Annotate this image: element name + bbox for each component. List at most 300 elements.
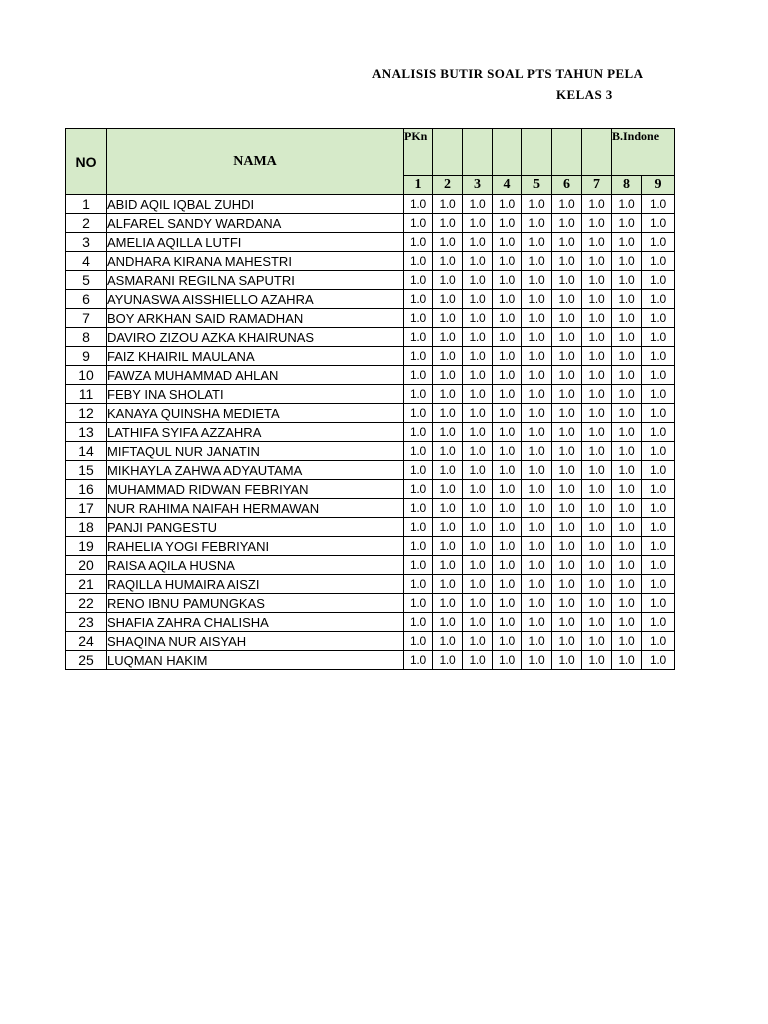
- score-cell: 1.0: [433, 271, 463, 290]
- score-cell: 1.0: [582, 651, 612, 670]
- score-cell: 1.0: [433, 537, 463, 556]
- score-cell: 1.0: [612, 404, 642, 423]
- score-cell: 1.0: [612, 575, 642, 594]
- score-cell: 1.0: [433, 423, 463, 442]
- score-cell: 1.0: [642, 537, 675, 556]
- score-cell: 1.0: [612, 651, 642, 670]
- table-row: [66, 480, 675, 499]
- score-cell: 1.0: [642, 366, 675, 385]
- student-number: 4: [66, 252, 107, 271]
- score-cell: 1.0: [582, 480, 612, 499]
- score-cell: 1.0: [404, 271, 433, 290]
- question-number-header: 3: [463, 176, 493, 195]
- student-number: 1: [66, 195, 107, 214]
- score-cell: 1.0: [642, 404, 675, 423]
- score-cell: 1.0: [552, 613, 582, 632]
- student-number: 6: [66, 290, 107, 309]
- score-cell: 1.0: [404, 480, 433, 499]
- student-name: RAHELIA YOGI FEBRIYANI: [107, 537, 404, 556]
- score-cell: 1.0: [582, 632, 612, 651]
- score-cell: 1.0: [612, 518, 642, 537]
- score-cell: 1.0: [522, 214, 552, 233]
- question-number-header: 6: [552, 176, 582, 195]
- score-cell: 1.0: [582, 366, 612, 385]
- subject-label-bindonesia: B.Indone: [612, 129, 660, 143]
- table-row: [66, 613, 675, 632]
- score-cell: 1.0: [612, 195, 642, 214]
- student-number: 20: [66, 556, 107, 575]
- student-number: 13: [66, 423, 107, 442]
- score-cell: 1.0: [404, 233, 433, 252]
- student-name: SHAQINA NUR AISYAH: [107, 632, 404, 651]
- score-cell: 1.0: [404, 518, 433, 537]
- score-cell: 1.0: [642, 556, 675, 575]
- score-cell: 1.0: [433, 499, 463, 518]
- score-cell: 1.0: [463, 214, 493, 233]
- score-cell: 1.0: [493, 556, 522, 575]
- score-cell: 1.0: [463, 461, 493, 480]
- student-number: 19: [66, 537, 107, 556]
- student-name: AMELIA AQILLA LUTFI: [107, 233, 404, 252]
- score-cell: 1.0: [522, 632, 552, 651]
- score-cell: 1.0: [612, 423, 642, 442]
- student-number: 22: [66, 594, 107, 613]
- score-cell: 1.0: [463, 556, 493, 575]
- subject-header-blank: [463, 129, 493, 176]
- score-cell: 1.0: [404, 328, 433, 347]
- student-number: 14: [66, 442, 107, 461]
- score-cell: 1.0: [552, 461, 582, 480]
- score-cell: 1.0: [552, 499, 582, 518]
- student-number: 11: [66, 385, 107, 404]
- score-cell: 1.0: [404, 214, 433, 233]
- score-cell: 1.0: [612, 385, 642, 404]
- score-cell: 1.0: [404, 651, 433, 670]
- score-cell: 1.0: [433, 575, 463, 594]
- score-cell: 1.0: [582, 233, 612, 252]
- score-cell: 1.0: [582, 214, 612, 233]
- score-cell: 1.0: [552, 214, 582, 233]
- score-cell: 1.0: [552, 252, 582, 271]
- score-cell: 1.0: [493, 347, 522, 366]
- score-cell: 1.0: [433, 366, 463, 385]
- score-cell: 1.0: [493, 252, 522, 271]
- subject-header-blank: [582, 129, 612, 176]
- score-cell: 1.0: [642, 594, 675, 613]
- score-cell: 1.0: [612, 594, 642, 613]
- table-row: [66, 233, 675, 252]
- table-row: [66, 651, 675, 670]
- score-cell: 1.0: [433, 480, 463, 499]
- score-cell: 1.0: [552, 651, 582, 670]
- score-cell: 1.0: [493, 594, 522, 613]
- score-cell: 1.0: [493, 518, 522, 537]
- score-cell: 1.0: [463, 442, 493, 461]
- score-cell: 1.0: [522, 423, 552, 442]
- score-cell: 1.0: [612, 309, 642, 328]
- score-cell: 1.0: [642, 442, 675, 461]
- score-cell: 1.0: [552, 271, 582, 290]
- score-cell: 1.0: [433, 461, 463, 480]
- student-number: 2: [66, 214, 107, 233]
- score-cell: 1.0: [493, 290, 522, 309]
- student-number: 18: [66, 518, 107, 537]
- score-cell: 1.0: [612, 461, 642, 480]
- score-cell: 1.0: [463, 651, 493, 670]
- score-cell: 1.0: [552, 233, 582, 252]
- score-cell: 1.0: [433, 309, 463, 328]
- table-row: [66, 404, 675, 423]
- score-cell: 1.0: [612, 347, 642, 366]
- subject-header-blank: [493, 129, 522, 176]
- table-row: [66, 309, 675, 328]
- score-cell: 1.0: [522, 537, 552, 556]
- score-cell: 1.0: [522, 233, 552, 252]
- score-cell: 1.0: [404, 404, 433, 423]
- score-cell: 1.0: [404, 613, 433, 632]
- score-cell: 1.0: [463, 423, 493, 442]
- student-rows: [66, 195, 675, 670]
- table-row: [66, 366, 675, 385]
- score-cell: 1.0: [522, 271, 552, 290]
- score-cell: 1.0: [522, 328, 552, 347]
- table-row: [66, 632, 675, 651]
- score-cell: 1.0: [522, 366, 552, 385]
- score-cell: 1.0: [493, 442, 522, 461]
- score-cell: 1.0: [612, 480, 642, 499]
- student-name: LATHIFA SYIFA AZZAHRA: [107, 423, 404, 442]
- score-cell: 1.0: [522, 518, 552, 537]
- score-cell: 1.0: [552, 195, 582, 214]
- score-cell: 1.0: [582, 518, 612, 537]
- score-cell: 1.0: [582, 252, 612, 271]
- table-row: [66, 252, 675, 271]
- question-number-header: 2: [433, 176, 463, 195]
- score-cell: 1.0: [582, 556, 612, 575]
- header-row-subjects: [66, 129, 675, 176]
- score-cell: 1.0: [404, 290, 433, 309]
- score-cell: 1.0: [522, 442, 552, 461]
- score-cell: 1.0: [552, 290, 582, 309]
- score-cell: 1.0: [582, 499, 612, 518]
- score-cell: 1.0: [522, 594, 552, 613]
- table-row: [66, 385, 675, 404]
- score-cell: 1.0: [404, 252, 433, 271]
- score-cell: 1.0: [552, 575, 582, 594]
- score-cell: 1.0: [463, 195, 493, 214]
- score-cell: 1.0: [642, 347, 675, 366]
- score-cell: 1.0: [463, 518, 493, 537]
- score-cell: 1.0: [642, 632, 675, 651]
- score-cell: 1.0: [582, 575, 612, 594]
- score-cell: 1.0: [463, 328, 493, 347]
- score-cell: 1.0: [582, 195, 612, 214]
- score-cell: 1.0: [404, 575, 433, 594]
- score-cell: 1.0: [552, 537, 582, 556]
- score-cell: 1.0: [582, 423, 612, 442]
- score-cell: 1.0: [463, 575, 493, 594]
- score-cell: 1.0: [463, 480, 493, 499]
- student-name: FEBY INA SHOLATI: [107, 385, 404, 404]
- score-cell: 1.0: [433, 632, 463, 651]
- score-cell: 1.0: [522, 404, 552, 423]
- score-cell: 1.0: [463, 404, 493, 423]
- score-cell: 1.0: [642, 499, 675, 518]
- table-row: [66, 537, 675, 556]
- score-cell: 1.0: [463, 594, 493, 613]
- score-cell: 1.0: [612, 233, 642, 252]
- score-cell: 1.0: [522, 385, 552, 404]
- score-cell: 1.0: [433, 233, 463, 252]
- question-number-header: 7: [582, 176, 612, 195]
- score-cell: 1.0: [433, 290, 463, 309]
- table-row: [66, 347, 675, 366]
- student-name: ABID AQIL IQBAL ZUHDI: [107, 195, 404, 214]
- score-cell: 1.0: [404, 195, 433, 214]
- score-cell: 1.0: [582, 461, 612, 480]
- student-name: MUHAMMAD RIDWAN FEBRIYAN: [107, 480, 404, 499]
- score-cell: 1.0: [612, 632, 642, 651]
- student-name: ANDHARA KIRANA MAHESTRI: [107, 252, 404, 271]
- score-cell: 1.0: [433, 195, 463, 214]
- score-cell: 1.0: [642, 271, 675, 290]
- student-name: LUQMAN HAKIM: [107, 651, 404, 670]
- score-cell: 1.0: [552, 404, 582, 423]
- score-cell: 1.0: [522, 309, 552, 328]
- score-cell: 1.0: [493, 214, 522, 233]
- student-number: 23: [66, 613, 107, 632]
- score-cell: 1.0: [522, 290, 552, 309]
- score-cell: 1.0: [582, 442, 612, 461]
- score-cell: 1.0: [493, 613, 522, 632]
- score-cell: 1.0: [612, 537, 642, 556]
- score-cell: 1.0: [582, 271, 612, 290]
- table-row: [66, 195, 675, 214]
- score-cell: 1.0: [433, 594, 463, 613]
- score-cell: 1.0: [552, 556, 582, 575]
- student-name: MIKHAYLA ZAHWA ADYAUTAMA: [107, 461, 404, 480]
- score-cell: 1.0: [404, 632, 433, 651]
- score-cell: 1.0: [642, 214, 675, 233]
- student-number: 24: [66, 632, 107, 651]
- score-cell: 1.0: [642, 518, 675, 537]
- score-cell: 1.0: [522, 461, 552, 480]
- score-cell: 1.0: [493, 461, 522, 480]
- score-cell: 1.0: [522, 347, 552, 366]
- score-cell: 1.0: [463, 537, 493, 556]
- score-cell: 1.0: [404, 385, 433, 404]
- score-cell: 1.0: [493, 632, 522, 651]
- student-number: 15: [66, 461, 107, 480]
- score-cell: 1.0: [612, 499, 642, 518]
- student-name: MIFTAQUL NUR JANATIN: [107, 442, 404, 461]
- question-number-header: 8: [612, 176, 642, 195]
- subject-header-blank: [522, 129, 552, 176]
- score-cell: 1.0: [582, 328, 612, 347]
- score-cell: 1.0: [522, 480, 552, 499]
- score-cell: 1.0: [582, 594, 612, 613]
- score-cell: 1.0: [493, 404, 522, 423]
- score-cell: 1.0: [642, 233, 675, 252]
- student-name: RENO IBNU PAMUNGKAS: [107, 594, 404, 613]
- student-number: 9: [66, 347, 107, 366]
- score-cell: 1.0: [522, 651, 552, 670]
- document-subtitle: KELAS 3: [556, 87, 613, 102]
- score-cell: 1.0: [582, 290, 612, 309]
- score-cell: 1.0: [522, 556, 552, 575]
- score-cell: 1.0: [463, 499, 493, 518]
- student-number: 8: [66, 328, 107, 347]
- student-number: 16: [66, 480, 107, 499]
- score-cell: 1.0: [552, 347, 582, 366]
- score-cell: 1.0: [404, 423, 433, 442]
- score-cell: 1.0: [552, 594, 582, 613]
- score-cell: 1.0: [433, 651, 463, 670]
- analysis-table: [65, 128, 675, 670]
- score-cell: 1.0: [522, 252, 552, 271]
- score-cell: 1.0: [582, 347, 612, 366]
- score-cell: 1.0: [552, 632, 582, 651]
- subject-header-blank: [433, 129, 463, 176]
- score-cell: 1.0: [582, 309, 612, 328]
- score-cell: 1.0: [493, 480, 522, 499]
- score-cell: 1.0: [493, 366, 522, 385]
- score-cell: 1.0: [433, 442, 463, 461]
- score-cell: 1.0: [404, 461, 433, 480]
- score-cell: 1.0: [552, 518, 582, 537]
- no-column-header: NO: [66, 129, 107, 195]
- table-row: [66, 594, 675, 613]
- score-cell: 1.0: [642, 613, 675, 632]
- score-cell: 1.0: [552, 480, 582, 499]
- score-cell: 1.0: [463, 347, 493, 366]
- score-cell: 1.0: [642, 423, 675, 442]
- score-cell: 1.0: [612, 214, 642, 233]
- score-cell: 1.0: [642, 290, 675, 309]
- score-cell: 1.0: [612, 328, 642, 347]
- document-title: ANALISIS BUTIR SOAL PTS TAHUN PELA: [372, 66, 644, 81]
- score-cell: 1.0: [404, 366, 433, 385]
- score-cell: 1.0: [552, 385, 582, 404]
- score-cell: 1.0: [433, 385, 463, 404]
- score-cell: 1.0: [642, 385, 675, 404]
- score-cell: 1.0: [463, 290, 493, 309]
- score-cell: 1.0: [522, 575, 552, 594]
- student-name: FAWZA MUHAMMAD AHLAN: [107, 366, 404, 385]
- score-cell: 1.0: [463, 385, 493, 404]
- score-cell: 1.0: [582, 613, 612, 632]
- score-cell: 1.0: [642, 195, 675, 214]
- student-name: SHAFIA ZAHRA CHALISHA: [107, 613, 404, 632]
- score-cell: 1.0: [493, 499, 522, 518]
- score-cell: 1.0: [493, 233, 522, 252]
- student-name: FAIZ KHAIRIL MAULANA: [107, 347, 404, 366]
- score-cell: 1.0: [433, 328, 463, 347]
- subject-header-bindonesia: [612, 129, 675, 176]
- student-number: 3: [66, 233, 107, 252]
- student-number: 7: [66, 309, 107, 328]
- score-cell: 1.0: [522, 195, 552, 214]
- score-cell: 1.0: [612, 556, 642, 575]
- table-row: [66, 575, 675, 594]
- score-cell: 1.0: [612, 290, 642, 309]
- table-row: [66, 556, 675, 575]
- score-cell: 1.0: [642, 252, 675, 271]
- score-cell: 1.0: [642, 575, 675, 594]
- score-cell: 1.0: [404, 499, 433, 518]
- score-cell: 1.0: [463, 233, 493, 252]
- student-number: 12: [66, 404, 107, 423]
- table-row: [66, 423, 675, 442]
- score-cell: 1.0: [404, 442, 433, 461]
- score-cell: 1.0: [582, 537, 612, 556]
- score-cell: 1.0: [612, 252, 642, 271]
- score-cell: 1.0: [552, 442, 582, 461]
- student-name: NUR RAHIMA NAIFAH HERMAWAN: [107, 499, 404, 518]
- table-row: [66, 271, 675, 290]
- question-number-header: 4: [493, 176, 522, 195]
- student-name: RAQILLA HUMAIRA AISZI: [107, 575, 404, 594]
- student-number: 10: [66, 366, 107, 385]
- score-cell: 1.0: [642, 651, 675, 670]
- score-cell: 1.0: [463, 271, 493, 290]
- score-cell: 1.0: [612, 366, 642, 385]
- table-row: [66, 290, 675, 309]
- score-cell: 1.0: [493, 328, 522, 347]
- score-cell: 1.0: [433, 347, 463, 366]
- table-row: [66, 328, 675, 347]
- student-name: ALFAREL SANDY WARDANA: [107, 214, 404, 233]
- subject-header-pkn: [404, 129, 433, 176]
- score-cell: 1.0: [522, 499, 552, 518]
- score-cell: 1.0: [642, 309, 675, 328]
- subject-header-blank: [552, 129, 582, 176]
- score-cell: 1.0: [404, 537, 433, 556]
- table-row: [66, 499, 675, 518]
- score-cell: 1.0: [612, 613, 642, 632]
- score-cell: 1.0: [552, 328, 582, 347]
- table-row: [66, 518, 675, 537]
- score-cell: 1.0: [642, 328, 675, 347]
- score-cell: 1.0: [404, 556, 433, 575]
- score-cell: 1.0: [493, 423, 522, 442]
- score-cell: 1.0: [612, 271, 642, 290]
- score-cell: 1.0: [493, 195, 522, 214]
- score-cell: 1.0: [433, 556, 463, 575]
- score-cell: 1.0: [404, 594, 433, 613]
- score-cell: 1.0: [433, 252, 463, 271]
- score-cell: 1.0: [404, 347, 433, 366]
- score-cell: 1.0: [433, 613, 463, 632]
- student-name: ASMARANI REGILNA SAPUTRI: [107, 271, 404, 290]
- score-cell: 1.0: [493, 385, 522, 404]
- score-cell: 1.0: [493, 309, 522, 328]
- question-number-header: 9: [642, 176, 675, 195]
- score-cell: 1.0: [404, 309, 433, 328]
- table-row: [66, 214, 675, 233]
- score-cell: 1.0: [463, 366, 493, 385]
- score-cell: 1.0: [552, 366, 582, 385]
- score-cell: 1.0: [582, 404, 612, 423]
- table-row: [66, 461, 675, 480]
- student-name: BOY ARKHAN SAID RAMADHAN: [107, 309, 404, 328]
- score-cell: 1.0: [433, 214, 463, 233]
- score-cell: 1.0: [463, 632, 493, 651]
- student-name: DAVIRO ZIZOU AZKA KHAIRUNAS: [107, 328, 404, 347]
- score-cell: 1.0: [493, 271, 522, 290]
- score-cell: 1.0: [522, 613, 552, 632]
- score-cell: 1.0: [463, 613, 493, 632]
